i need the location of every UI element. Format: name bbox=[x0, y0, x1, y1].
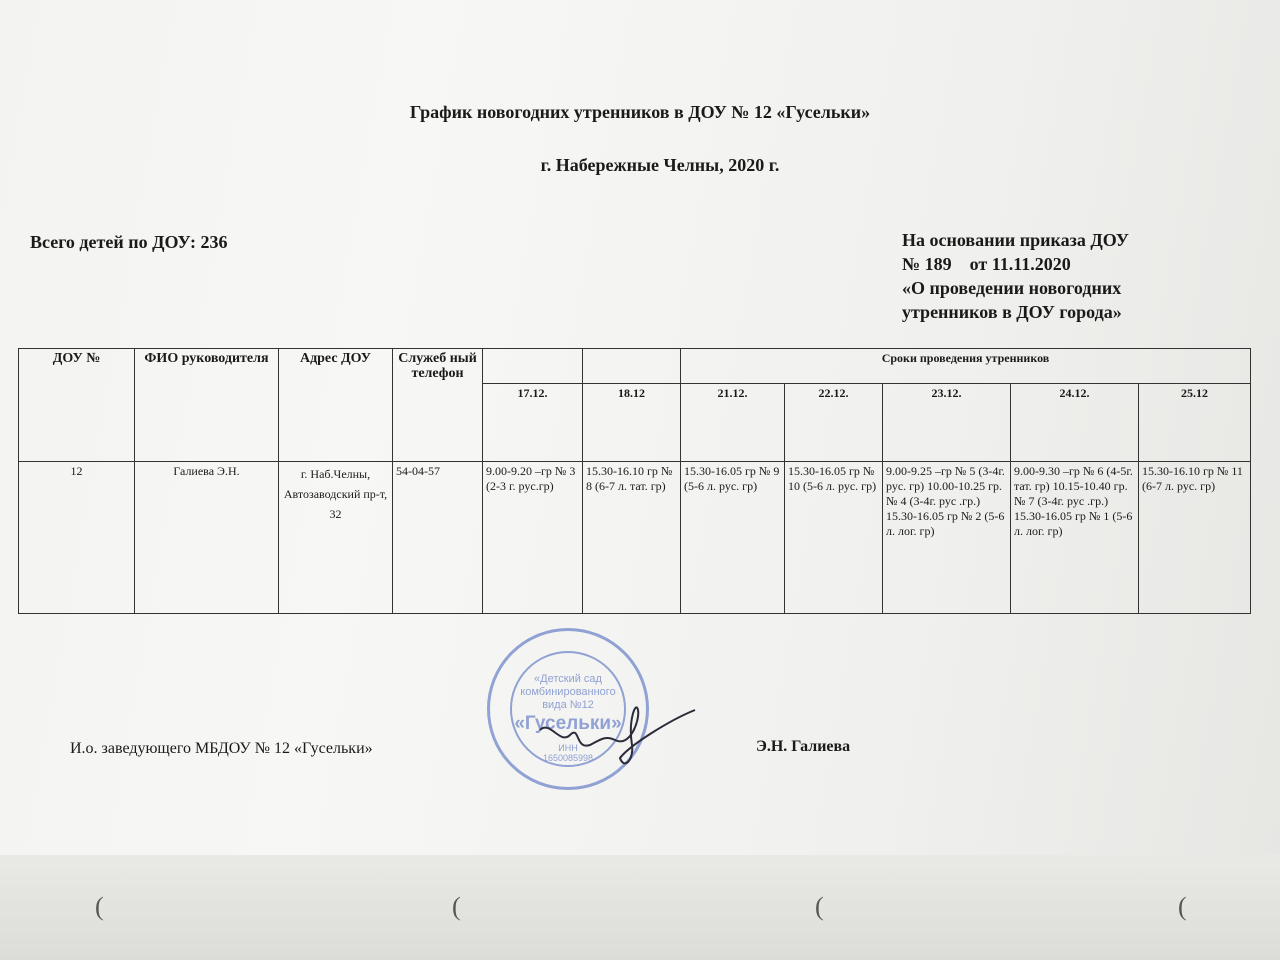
header-date: 23.12. bbox=[883, 384, 1011, 462]
cell-slot: 15.30-16.05 гр № 9 (5-6 л. рус. гр) bbox=[681, 462, 785, 614]
binder-hole-icon: ( bbox=[452, 892, 461, 921]
binder-hole-icon: ( bbox=[1178, 892, 1187, 921]
cell-slot: 15.30-16.05 гр № 10 (5-6 л. рус. гр) bbox=[785, 462, 883, 614]
stamp-inn: 1650085998 bbox=[542, 753, 594, 763]
cell-slot: 9.00-9.30 –гр № 6 (4-5г. тат. гр) 10.15-10.40 гр.№ 7 (3-4г. рус .гр.) 15.30-16.05 гр № 1 (5-6 л. лог. гр) bbox=[1011, 462, 1139, 614]
stamp-line: вида №12 bbox=[542, 699, 594, 711]
document-subtitle: г. Набережные Челны, 2020 г. bbox=[540, 155, 780, 175]
header-empty bbox=[483, 349, 583, 384]
header-address: Адрес ДОУ bbox=[279, 349, 393, 462]
header-date: 22.12. bbox=[785, 384, 883, 462]
handwritten-signature bbox=[520, 690, 700, 780]
document-title: График новогодних утренников в ДОУ № 12 «Гусельки» bbox=[409, 102, 871, 122]
signer-position: И.о. заведующего МБДОУ № 12 «Гусельки» bbox=[70, 740, 373, 757]
header-fio: ФИО руководителя bbox=[135, 349, 279, 462]
cell-slot: 15.30-16.10 гр № 8 (6-7 л. тат. гр) bbox=[583, 462, 681, 614]
header-period: Сроки проведения утренников bbox=[681, 349, 1251, 384]
cell-fio: Галиева Э.Н. bbox=[135, 462, 279, 614]
order-reference bbox=[902, 228, 1222, 324]
signer-name: Э.Н. Галиева bbox=[756, 738, 851, 755]
binder-hole-icon: ( bbox=[815, 892, 824, 921]
header-empty bbox=[583, 349, 681, 384]
total-children: Всего детей по ДОУ: 236 bbox=[30, 232, 228, 252]
table-row bbox=[19, 462, 1251, 614]
header-date: 21.12. bbox=[681, 384, 785, 462]
header-date: 18.12 bbox=[583, 384, 681, 462]
cell-slot: 9.00-9.20 –гр № 3 (2-3 г. рус.гр) bbox=[483, 462, 583, 614]
order-line: На основании приказа ДОУ bbox=[902, 230, 1129, 250]
binder-hole-icon: ( bbox=[95, 892, 104, 921]
order-line: утренников в ДОУ города» bbox=[902, 302, 1122, 322]
header-date: 24.12. bbox=[1011, 384, 1139, 462]
cell-slot: 15.30-16.10 гр № 11 (6-7 л. рус. гр) bbox=[1139, 462, 1251, 614]
header-date: 17.12. bbox=[483, 384, 583, 462]
cell-dou: 12 bbox=[19, 462, 135, 614]
cell-address: г. Наб.Челны, Автозаводский пр-т, 32 bbox=[279, 462, 393, 614]
paper-shadow bbox=[0, 855, 1280, 960]
order-line: «О проведении новогодних bbox=[902, 278, 1122, 298]
stamp-inn-label: ИНН bbox=[558, 743, 578, 753]
stamp-center-text: «Гусельки» bbox=[514, 713, 622, 734]
cell-slot: 9.00-9.25 –гр № 5 (3-4г. рус. гр) 10.00-10.25 гр.№ 4 (3-4г. рус .гр.) 15.30-16.05 гр № 2 (5-6 л. лог. гр) bbox=[883, 462, 1011, 614]
header-date: 25.12 bbox=[1139, 384, 1251, 462]
cell-phone: 54-04-57 bbox=[393, 462, 483, 614]
order-line: № 189 от 11.11.2020 bbox=[902, 254, 1071, 274]
header-phone: Служеб ный телефон bbox=[393, 349, 483, 462]
header-dou: ДОУ № bbox=[19, 349, 135, 462]
stamp-line: комбинированного bbox=[520, 686, 616, 698]
stamp-line: «Детский сад bbox=[534, 673, 602, 685]
schedule-table bbox=[18, 348, 1251, 614]
